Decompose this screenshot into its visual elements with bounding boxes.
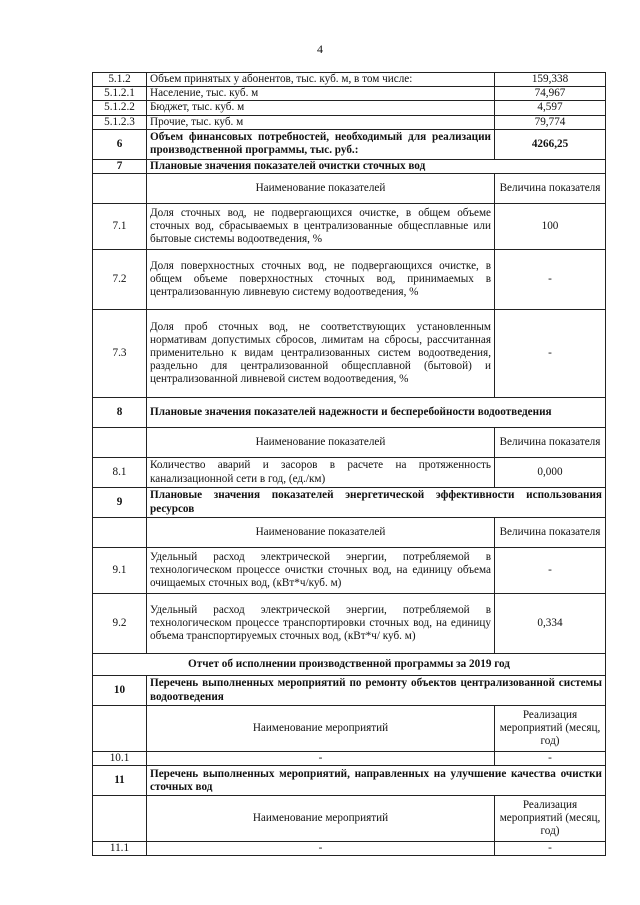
header-row <box>93 706 606 752</box>
section-number: 10 <box>93 676 147 706</box>
row-text: Объем принятых у абонентов, тыс. куб. м, в том числе: <box>147 73 495 87</box>
row-number: 9.1 <box>93 548 147 594</box>
column-header-value: Величина показателя <box>495 518 606 548</box>
section-row <box>93 676 606 706</box>
section-title: Плановые значения показателей энергетической эффективности использования ресурсов <box>147 488 606 518</box>
section-number: 8 <box>93 398 147 428</box>
row-value: - <box>495 752 606 766</box>
empty-cell <box>93 518 147 548</box>
column-header-value: Величина показателя <box>495 428 606 458</box>
row-number: 8.1 <box>93 458 147 488</box>
row-number: 5.1.2.3 <box>93 115 147 129</box>
row-value: 74,967 <box>495 87 606 101</box>
section-number: 7 <box>93 159 147 173</box>
row-text: Прочие, тыс. куб. м <box>147 115 495 129</box>
row-value: - <box>495 310 606 398</box>
row-text: Доля поверхностных сточных вод, не подвергающихся очистке, в общем объеме поверхностных сточных вод, принимаемых в централизованную ливневую систему водоотведения, % <box>147 250 495 310</box>
column-header-name: Наименование показателей <box>147 428 495 458</box>
header-row <box>93 428 606 458</box>
row-text: Количество аварий и засоров в расчете на протяженность канализационной сети в год, (ед./км) <box>147 458 495 488</box>
row-text: Доля сточных вод, не подвергающихся очистке, в общем объеме сточных вод, сбрасываемых в централизованные общесплавные или бытовые системы водоотведения, % <box>147 204 495 250</box>
row-number: 5.1.2.1 <box>93 87 147 101</box>
table-row <box>93 752 606 766</box>
row-text: Удельный расход электрической энергии, потребляемой в технологическом процессе очистки сточных вод, на единицу объема очищаемых сточных вод, (кВт*ч/куб. м) <box>147 548 495 594</box>
section-row <box>93 488 606 518</box>
row-value: 79,774 <box>495 115 606 129</box>
column-header-value: Реализация мероприятий (месяц, год) <box>495 796 606 842</box>
row-text: Доля проб сточных вод, не соответствующих установленным нормативам допустимых сбросов, лимитам на сбросы, рассчитанная применительно к видам централизованных систем водоотведения, раздельно для централизованной общесплавной (бытовой) и централизованной ливневой систем водоотведения, % <box>147 310 495 398</box>
row-text: Население, тыс. куб. м <box>147 87 495 101</box>
row-number: 6 <box>93 129 147 159</box>
table-row <box>93 548 606 594</box>
column-header-name: Наименование мероприятий <box>147 796 495 842</box>
empty-cell <box>93 428 147 458</box>
table-row <box>93 594 606 654</box>
row-value: - <box>495 548 606 594</box>
row-text: - <box>147 752 495 766</box>
section-title: Плановые значения показателей надежности и бесперебойности водоотведения <box>147 398 606 428</box>
report-title: Отчет об исполнении производственной программы за 2019 год <box>93 654 606 676</box>
section-title: Плановые значения показателей очистки сточных вод <box>147 159 606 173</box>
section-title: Перечень выполненных мероприятий по ремонту объектов централизованной системы водоотведения <box>147 676 606 706</box>
row-number: 5.1.2 <box>93 73 147 87</box>
section-row <box>93 766 606 796</box>
row-text: Объем финансовых потребностей, необходимый для реализации производственной программы, тыс. руб.: <box>147 129 495 159</box>
empty-cell <box>93 174 147 204</box>
row-text: - <box>147 842 495 856</box>
section-title: Перечень выполненных мероприятий, направленных на улучшение качества очистки сточных вод <box>147 766 606 796</box>
row-number: 10.1 <box>93 752 147 766</box>
row-text: Бюджет, тыс. куб. м <box>147 101 495 115</box>
column-header-value: Реализация мероприятий (месяц, год) <box>495 706 606 752</box>
section-row <box>93 159 606 173</box>
row-number: 5.1.2.2 <box>93 101 147 115</box>
table-row <box>93 842 606 856</box>
table-row <box>93 101 606 115</box>
section-number: 11 <box>93 766 147 796</box>
section-number: 9 <box>93 488 147 518</box>
row-value: 4,597 <box>495 101 606 115</box>
table-row <box>93 73 606 87</box>
header-row <box>93 518 606 548</box>
row-value: 4266,25 <box>495 129 606 159</box>
row-value: - <box>495 250 606 310</box>
row-number: 9.2 <box>93 594 147 654</box>
row-number: 7.3 <box>93 310 147 398</box>
row-text: Удельный расход электрической энергии, потребляемой в технологическом процессе транспортировки сточных вод, на единицу объема транспортируемых сточных вод, (кВт*ч/ куб. м) <box>147 594 495 654</box>
row-value: 0,000 <box>495 458 606 488</box>
column-header-value: Величина показателя <box>495 174 606 204</box>
empty-cell <box>93 796 147 842</box>
row-number: 11.1 <box>93 842 147 856</box>
indicators-table <box>92 72 606 856</box>
row-value: 0,334 <box>495 594 606 654</box>
row-value: - <box>495 842 606 856</box>
page-number: 4 <box>317 42 323 56</box>
column-header-name: Наименование показателей <box>147 518 495 548</box>
table-row <box>93 129 606 159</box>
row-value: 159,338 <box>495 73 606 87</box>
section-row <box>93 398 606 428</box>
table-row <box>93 204 606 250</box>
row-number: 7.1 <box>93 204 147 250</box>
column-header-name: Наименование показателей <box>147 174 495 204</box>
empty-cell <box>93 706 147 752</box>
table-row <box>93 87 606 101</box>
table-row <box>93 250 606 310</box>
table-row <box>93 310 606 398</box>
row-value: 100 <box>495 204 606 250</box>
report-row <box>93 654 606 676</box>
row-number: 7.2 <box>93 250 147 310</box>
column-header-name: Наименование мероприятий <box>147 706 495 752</box>
table-row <box>93 115 606 129</box>
header-row <box>93 174 606 204</box>
header-row <box>93 796 606 842</box>
table-row <box>93 458 606 488</box>
